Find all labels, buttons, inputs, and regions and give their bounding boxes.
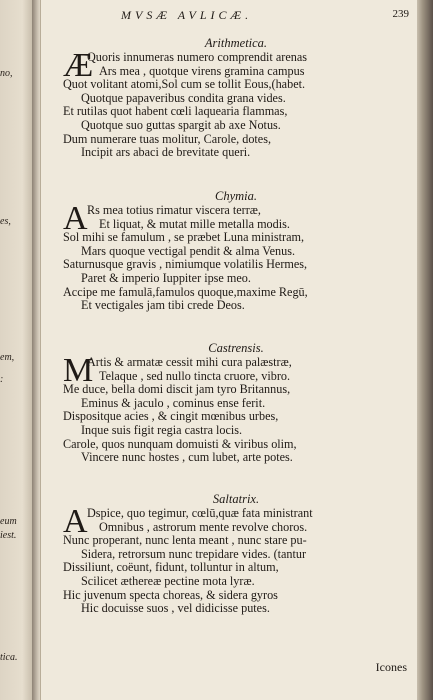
verse-line: Et liquat, & mutat mille metalla modis. xyxy=(99,216,290,231)
margin-fragment: no, xyxy=(0,68,13,79)
verse-line: Hic juvenum specta choreas, & sidera gyros xyxy=(63,587,278,602)
poem xyxy=(63,503,409,616)
book-page xyxy=(40,0,417,700)
section-saltatrix xyxy=(63,492,409,616)
margin-fragment: tica. xyxy=(0,652,18,663)
page-edge xyxy=(416,0,433,700)
drop-cap: A xyxy=(63,200,88,237)
verse-line: Sol mihi se famulum , se præbet Luna ministram, xyxy=(63,230,305,245)
verse-line: Carole, quos nunquam domuisti & viribus olim, xyxy=(63,436,297,451)
drop-cap: Æ xyxy=(63,47,94,84)
margin-fragment: eum xyxy=(0,516,17,527)
verse-line: Et vectigales jam tibi crede Deos. xyxy=(81,298,245,313)
verse-line: Incipit ars abaci de brevitate queri. xyxy=(81,145,251,160)
verse-line: Quot volitant atomi,Sol cum se tollit Eous,(habet. xyxy=(63,77,306,92)
margin-fragment: es, xyxy=(0,216,11,227)
verse-line: Inque suis figit regia castra locis. xyxy=(81,422,243,437)
verse-line: Me duce, bella domi discit jam tyro Britannus, xyxy=(63,382,291,397)
margin-fragment: iest. xyxy=(0,530,17,541)
drop-cap: A xyxy=(63,503,88,540)
verse-line: Vincere nunc hostes , cum lubet, arte potes. xyxy=(81,450,293,465)
running-title: MVSÆ AVLICÆ. xyxy=(121,8,253,22)
verse-line: Telaque , sed nullo tincta cruore, vibro. xyxy=(99,368,291,383)
verse-line: Ars mea , quotque virens gramina campus xyxy=(99,63,305,78)
section-title: Castrensis. xyxy=(208,341,264,355)
poem xyxy=(63,352,409,465)
verse-line: Sidera, retrorsum nunc trepidare vides. (tantur xyxy=(81,546,307,561)
verse-line: Quotque papaveribus condita grana vides. xyxy=(81,90,286,105)
verse-line: Saturnusque gravis , nimiumque volatilis Hermes, xyxy=(63,257,308,272)
section-title: Saltatrix. xyxy=(212,492,260,506)
catchword: Icones xyxy=(375,660,407,674)
verse-line: Quotque suo guttas spargit ab axe Notus. xyxy=(81,117,281,132)
verse-line: Rs mea totius rimatur viscera terræ, xyxy=(87,203,261,217)
running-header xyxy=(121,8,409,28)
verse-line: Omnibus , astrorum mente revolve choros. xyxy=(99,519,308,534)
verse-line: Dum numerare tuas molitur, Carole, dotes, xyxy=(63,131,272,146)
verse-line: Scilicet æthereæ pectine mota lyræ. xyxy=(81,573,255,588)
section-title: Arithmetica. xyxy=(204,36,268,50)
verse-line: Quoris innumeras numero comprendit arenas xyxy=(87,50,307,64)
verse-line: Nunc properant, nunc lenta meant , nunc stare pu- xyxy=(63,533,307,548)
section-castrensis xyxy=(63,341,409,465)
section-title: Chymia. xyxy=(214,189,257,203)
verse-line: Artis & armatæ cessit mihi cura palæstræ, xyxy=(87,355,292,369)
page-content xyxy=(63,0,409,700)
facing-page-edge xyxy=(0,0,32,700)
drop-cap: M xyxy=(63,352,94,389)
verse-line: Dissiliunt, coëunt, fidunt, tolluntur in altum, xyxy=(63,560,279,575)
verse-line: Dispositque acies , & cingit mœnibus urbes, xyxy=(63,409,279,424)
section-arithmetica xyxy=(63,36,409,160)
poem xyxy=(63,200,409,313)
margin-fragment: : xyxy=(0,374,4,385)
verse-line: Accipe me famulā,famulos quoque,maxime Regū, xyxy=(63,284,308,299)
poem xyxy=(63,47,409,160)
verse-line: Dspice, quo tegimur, cœlū,quæ fata ministrant xyxy=(87,506,313,520)
verse-line: Mars quoque vectigal pendit & alma Venus. xyxy=(81,243,296,258)
verse-line: Hic docuisse suos , vel didicisse putes. xyxy=(81,601,270,616)
verse-line: Et rutilas quot habent cœli laquearia flammas, xyxy=(63,104,288,119)
page-number: 239 xyxy=(392,8,409,20)
margin-fragment: em, xyxy=(0,352,15,363)
section-chymia xyxy=(63,189,409,313)
verse-line: Eminus & jaculo , cominus ense ferit. xyxy=(81,395,266,410)
verse-line: Paret & imperio Iuppiter ipse meo. xyxy=(81,270,251,285)
